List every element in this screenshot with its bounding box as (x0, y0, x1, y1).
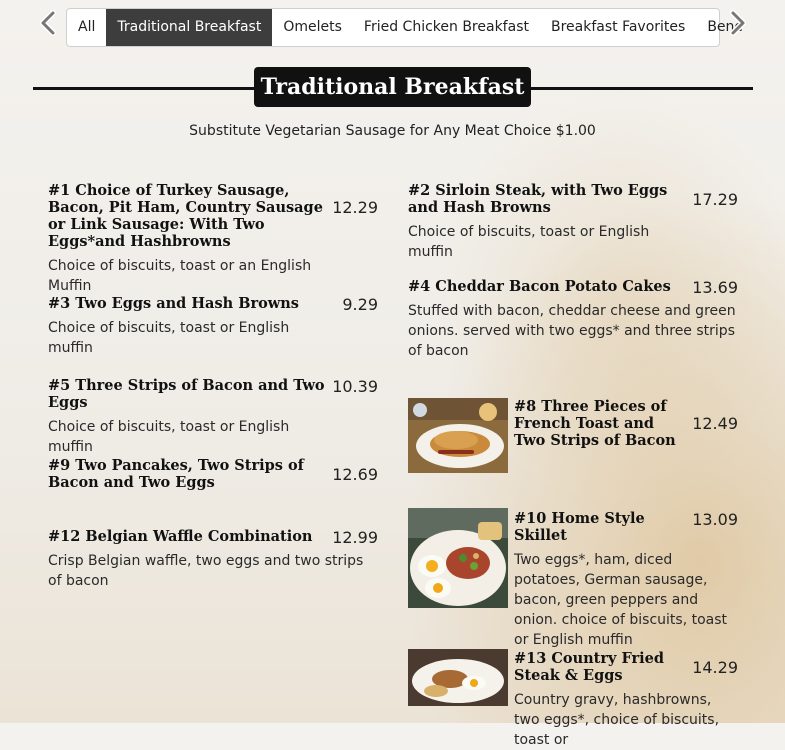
tab-bar (66, 8, 744, 47)
skillet-photo[interactable] (408, 508, 508, 608)
item-price: 9.29 (342, 295, 378, 314)
item-name: #8 Three Pieces of French Toast and Two Strips of Bacon (514, 398, 676, 449)
item-price: 12.99 (332, 528, 378, 547)
food-photo (408, 508, 508, 608)
item-price: 12.49 (692, 414, 738, 433)
item-description: Choice of biscuits, toast or English muffin (48, 320, 290, 356)
item-name: #13 Country Fried Steak & Eggs (514, 650, 665, 684)
item-name: #12 Belgian Waffle Combination (48, 528, 313, 545)
menu-item[interactable] (48, 377, 330, 457)
item-name: #1 Choice of Turkey Sausage, Bacon, Pit Ham, Country Sausage or Link Sausage: With Two Eggs*and Hashbrowns (48, 182, 323, 250)
item-name: #9 Two Pancakes, Two Strips of Bacon and Two Eggs (48, 457, 304, 491)
menu-item[interactable] (48, 295, 330, 358)
section-title: Traditional Breakfast (254, 67, 531, 107)
menu-item[interactable] (514, 510, 738, 650)
tab-fried-chicken-breakfast[interactable]: Fried Chicken Breakfast (363, 19, 529, 35)
tab-all[interactable]: All (78, 19, 96, 35)
chevron-left-icon[interactable] (34, 8, 64, 38)
item-description: Stuffed with bacon, cheddar cheese and green onions. served with two eggs* and three strips of bacon (408, 303, 736, 359)
food-photo (408, 398, 508, 473)
item-price: 12.29 (332, 198, 378, 217)
chevron-right-icon[interactable] (722, 8, 752, 38)
french-toast-photo[interactable] (408, 398, 508, 473)
menu-item[interactable] (48, 182, 330, 296)
category-tabs (0, 0, 785, 48)
item-price: 12.69 (332, 465, 378, 484)
tab-traditional-breakfast[interactable]: Traditional Breakfast (106, 9, 272, 46)
item-description: Country gravy, hashbrowns, two eggs*, choice of biscuits, toast or (514, 692, 720, 748)
item-name: #10 Home Style Skillet (514, 510, 645, 544)
item-name: #3 Two Eggs and Hash Browns (48, 295, 299, 312)
item-description: Choice of biscuits, toast or English muffin (408, 224, 650, 260)
item-description: Two eggs*, ham, diced potatoes, German sausage, bacon, green peppers and onion. choice of biscuits, toast or English muffin (514, 552, 728, 648)
section-note: Substitute Vegetarian Sausage for Any Meat Choice $1.00 (189, 123, 596, 139)
section-heading (33, 67, 753, 107)
item-name: #4 Cheddar Bacon Potato Cakes (408, 278, 671, 295)
item-price: 13.09 (692, 510, 738, 529)
item-price: 13.69 (692, 278, 738, 297)
item-name: #2 Sirloin Steak, with Two Eggs and Hash Browns (408, 182, 668, 216)
item-price: 10.39 (332, 377, 378, 396)
item-price: 14.29 (692, 658, 738, 677)
item-price: 17.29 (692, 190, 738, 209)
menu-item[interactable] (514, 398, 684, 449)
tab-benedicts[interactable]: Bene (707, 19, 744, 35)
item-description: Crisp Belgian waffle, two eggs and two strips of bacon (48, 553, 364, 589)
food-photo (408, 649, 508, 706)
item-description: Choice of biscuits, toast or an English Muffin (48, 258, 312, 294)
menu-item[interactable] (48, 457, 330, 491)
item-name: #5 Three Strips of Bacon and Two Eggs (48, 377, 325, 411)
country-fried-steak-photo[interactable] (408, 649, 508, 706)
tab-breakfast-favorites[interactable]: Breakfast Favorites (550, 19, 686, 35)
menu-item[interactable] (408, 182, 693, 262)
item-description: Choice of biscuits, toast or English muffin (48, 419, 290, 455)
tab-omelets[interactable]: Omelets (283, 19, 342, 35)
